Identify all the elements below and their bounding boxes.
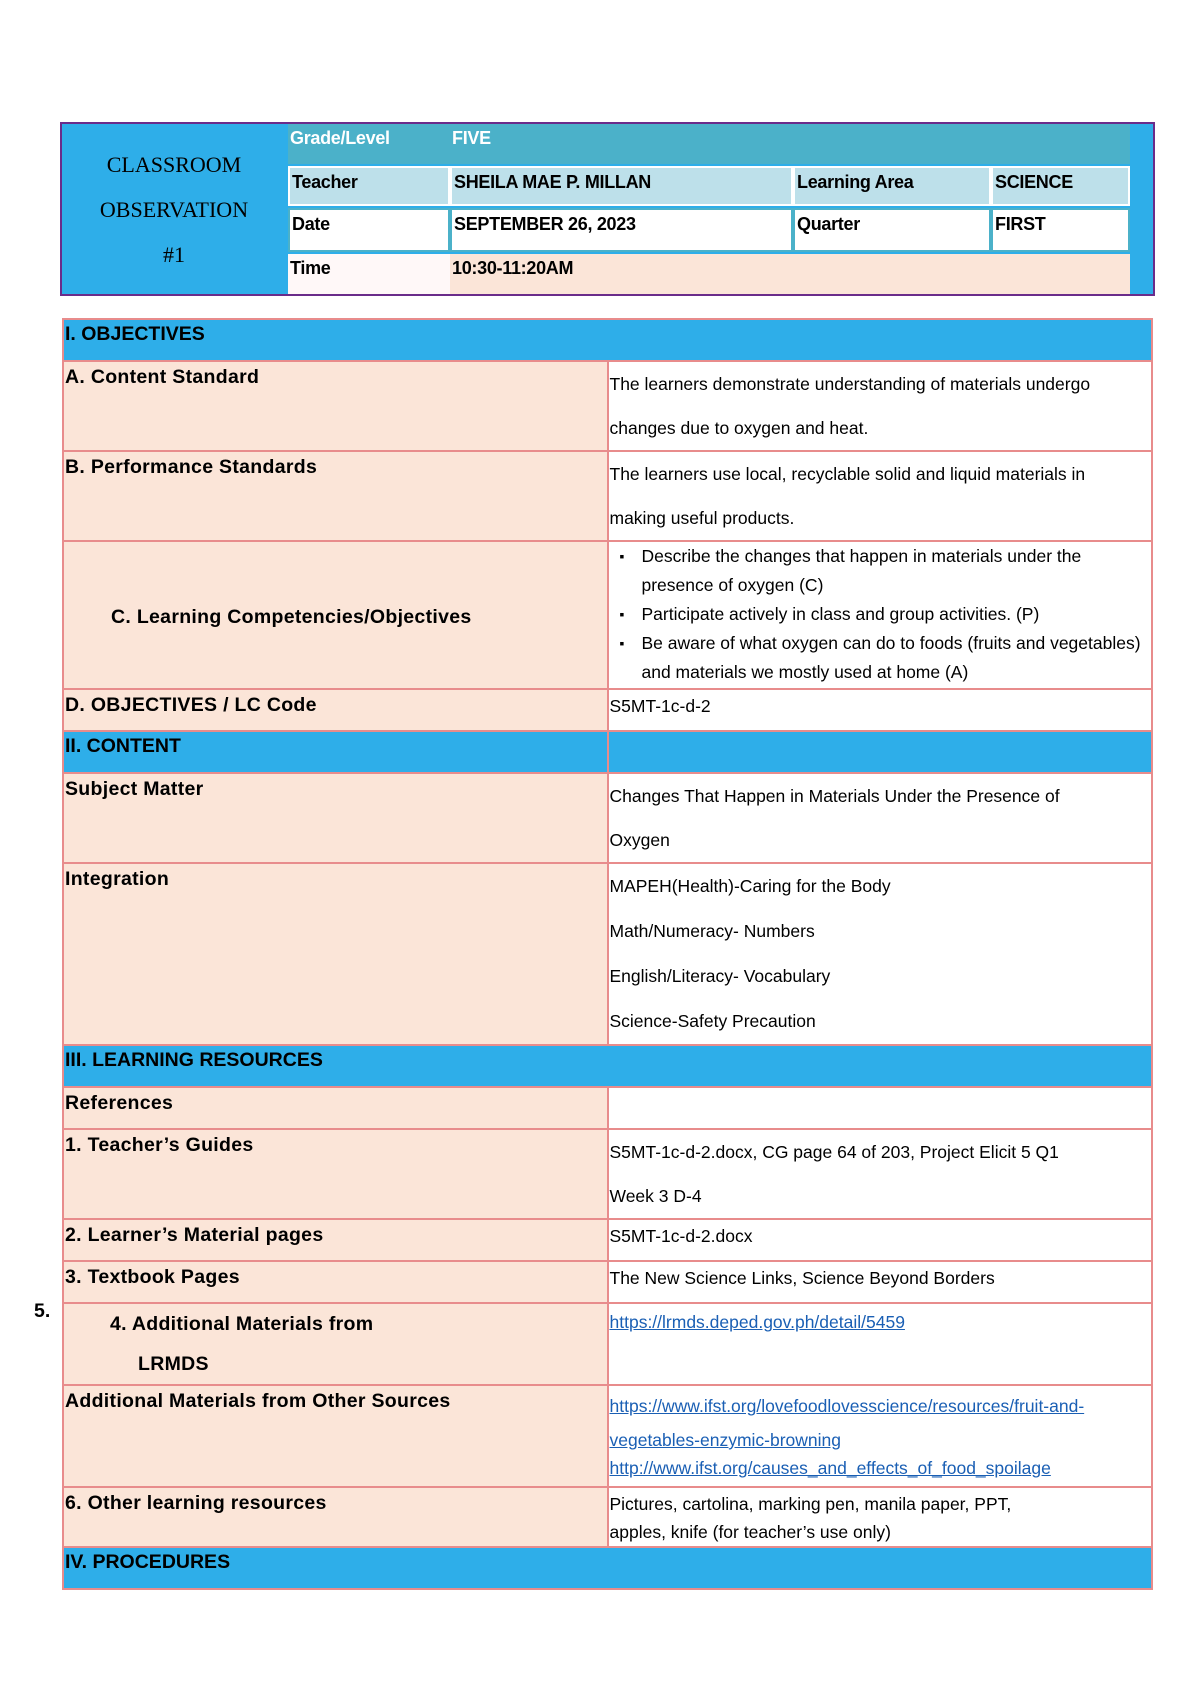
text-line: The learners demonstrate understanding of materials undergo — [609, 374, 1091, 394]
section-content — [63, 731, 1152, 773]
date-value: SEPTEMBER 26, 2023 — [450, 208, 793, 252]
text-line: Science-Safety Precaution — [609, 1011, 816, 1031]
grade-label: Grade/Level — [290, 128, 390, 148]
other-learning-resources-label: 6. Other learning resources — [63, 1487, 608, 1547]
list-item: ▪ Describe the changes that happen in materials under the presence of oxygen (C) — [642, 542, 1151, 600]
teachers-guides-label: 1. Teacher’s Guides — [63, 1129, 608, 1219]
subject-matter-value — [608, 773, 1153, 863]
observation-title-line-3: #1 — [163, 241, 185, 267]
grade-value: FIVE — [452, 128, 491, 148]
learning-area-label: Learning Area — [793, 166, 991, 206]
food-spoilage-link[interactable]: http://www.ifst.org/causes_and_effects_of_food_spoilage — [609, 1458, 1051, 1478]
text-line: S5MT-1c-d-2.docx, CG page 64 of 203, Project Elicit 5 Q1 — [609, 1142, 1059, 1162]
section-learning-resources — [63, 1045, 1152, 1087]
table-row — [63, 541, 1152, 689]
text-line: making useful products. — [609, 508, 795, 528]
text-line: The learners use local, recyclable solid and liquid materials in — [609, 464, 1086, 484]
observation-header — [60, 122, 1155, 296]
lesson-info-grid — [288, 124, 1130, 294]
other-sources-value — [608, 1385, 1153, 1487]
performance-standards-value — [608, 451, 1153, 541]
other-learning-resources-value — [608, 1487, 1153, 1547]
observation-title — [62, 124, 286, 294]
lc-code-value: S5MT-1c-d-2 — [608, 689, 1153, 731]
table-row — [63, 689, 1152, 731]
table-row — [63, 451, 1152, 541]
competencies-value — [608, 541, 1153, 689]
lrmds-link[interactable]: https://lrmds.deped.gov.ph/detail/5459 — [609, 1312, 905, 1332]
time-value: 10:30-11:20AM — [450, 254, 1130, 294]
subject-matter-label: Subject Matter — [63, 773, 608, 863]
lrmds-label — [63, 1303, 608, 1385]
quarter-label: Quarter — [793, 208, 991, 252]
time-row — [288, 254, 1130, 294]
references-label: References — [63, 1087, 608, 1129]
text-line: LRMDS — [138, 1353, 209, 1375]
date-label: Date — [288, 208, 450, 252]
text-line: 4. Additional Materials from — [110, 1313, 374, 1335]
text-line: MAPEH(Health)-Caring for the Body — [609, 876, 891, 896]
competencies-list — [610, 542, 1151, 687]
textbook-pages-value: The New Science Links, Science Beyond Borders — [608, 1261, 1153, 1303]
content-standard-label: A. Content Standard — [63, 361, 608, 451]
integration-label: Integration — [63, 863, 608, 1045]
text-line: changes due to oxygen and heat. — [609, 418, 869, 438]
table-row — [63, 1129, 1152, 1219]
section-objectives — [63, 319, 1152, 361]
teacher-row — [288, 166, 1130, 206]
text-line: Oxygen — [609, 830, 670, 850]
integration-value — [608, 863, 1153, 1045]
table-row — [63, 863, 1152, 1045]
observation-title-line-2: OBSERVATION — [99, 196, 249, 222]
table-row — [63, 1385, 1152, 1487]
table-row — [63, 1303, 1152, 1385]
table-row — [63, 1487, 1152, 1547]
text-line: Week 3 D-4 — [609, 1186, 702, 1206]
text-line: Math/Numeracy- Numbers — [609, 921, 815, 941]
teacher-label: Teacher — [288, 166, 450, 206]
learners-material-label: 2. Learner’s Material pages — [63, 1219, 608, 1261]
text-line: English/Literacy- Vocabulary — [609, 966, 831, 986]
date-row — [288, 208, 1130, 252]
section-heading: II. CONTENT — [63, 731, 608, 773]
other-sources-number: 5. — [34, 1300, 51, 1322]
fruit-browning-link[interactable]: https://www.ifst.org/lovefoodlovesscience/resources/fruit-and- — [609, 1396, 1085, 1416]
table-row — [63, 1261, 1152, 1303]
section-heading: I. OBJECTIVES — [63, 319, 1152, 361]
fruit-browning-link-continued[interactable]: vegetables-enzymic-browning — [609, 1430, 841, 1450]
grade-row — [288, 124, 1130, 164]
quarter-value: FIRST — [991, 208, 1130, 252]
table-row — [63, 1087, 1152, 1129]
section-heading: IV. PROCEDURES — [63, 1547, 1152, 1589]
other-sources-label: Additional Materials from Other Sources — [63, 1385, 608, 1487]
lrmds-value — [608, 1303, 1153, 1385]
time-label: Time — [288, 254, 450, 294]
references-value — [608, 1087, 1153, 1129]
lesson-plan-table — [62, 318, 1153, 1590]
teacher-value: SHEILA MAE P. MILLAN — [450, 166, 793, 206]
text-line: Changes That Happen in Materials Under the Presence of — [609, 786, 1060, 806]
text-line: apples, knife (for teacher’s use only) — [609, 1522, 891, 1542]
text-line: Pictures, cartolina, marking pen, manila paper, PPT, — [609, 1494, 1012, 1514]
learning-area-value: SCIENCE — [991, 166, 1130, 206]
table-row — [63, 1219, 1152, 1261]
competencies-label: C. Learning Competencies/Objectives — [63, 541, 608, 689]
observation-title-line-1: CLASSROOM — [106, 151, 242, 177]
performance-standards-label: B. Performance Standards — [63, 451, 608, 541]
list-item: ▪ Participate actively in class and group activities. (P) — [642, 600, 1151, 629]
section-heading-blank — [608, 731, 1153, 773]
lc-code-label: D. OBJECTIVES / LC Code — [63, 689, 608, 731]
table-row — [63, 361, 1152, 451]
section-procedures — [63, 1547, 1152, 1589]
content-standard-value — [608, 361, 1153, 451]
table-row — [63, 773, 1152, 863]
list-item: ▪ Be aware of what oxygen can do to foods (fruits and vegetables) and materials we mostly used at home (A) — [642, 629, 1151, 687]
teachers-guides-value — [608, 1129, 1153, 1219]
textbook-pages-label: 3. Textbook Pages — [63, 1261, 608, 1303]
learners-material-value: S5MT-1c-d-2.docx — [608, 1219, 1153, 1261]
section-heading: III. LEARNING RESOURCES — [63, 1045, 1152, 1087]
